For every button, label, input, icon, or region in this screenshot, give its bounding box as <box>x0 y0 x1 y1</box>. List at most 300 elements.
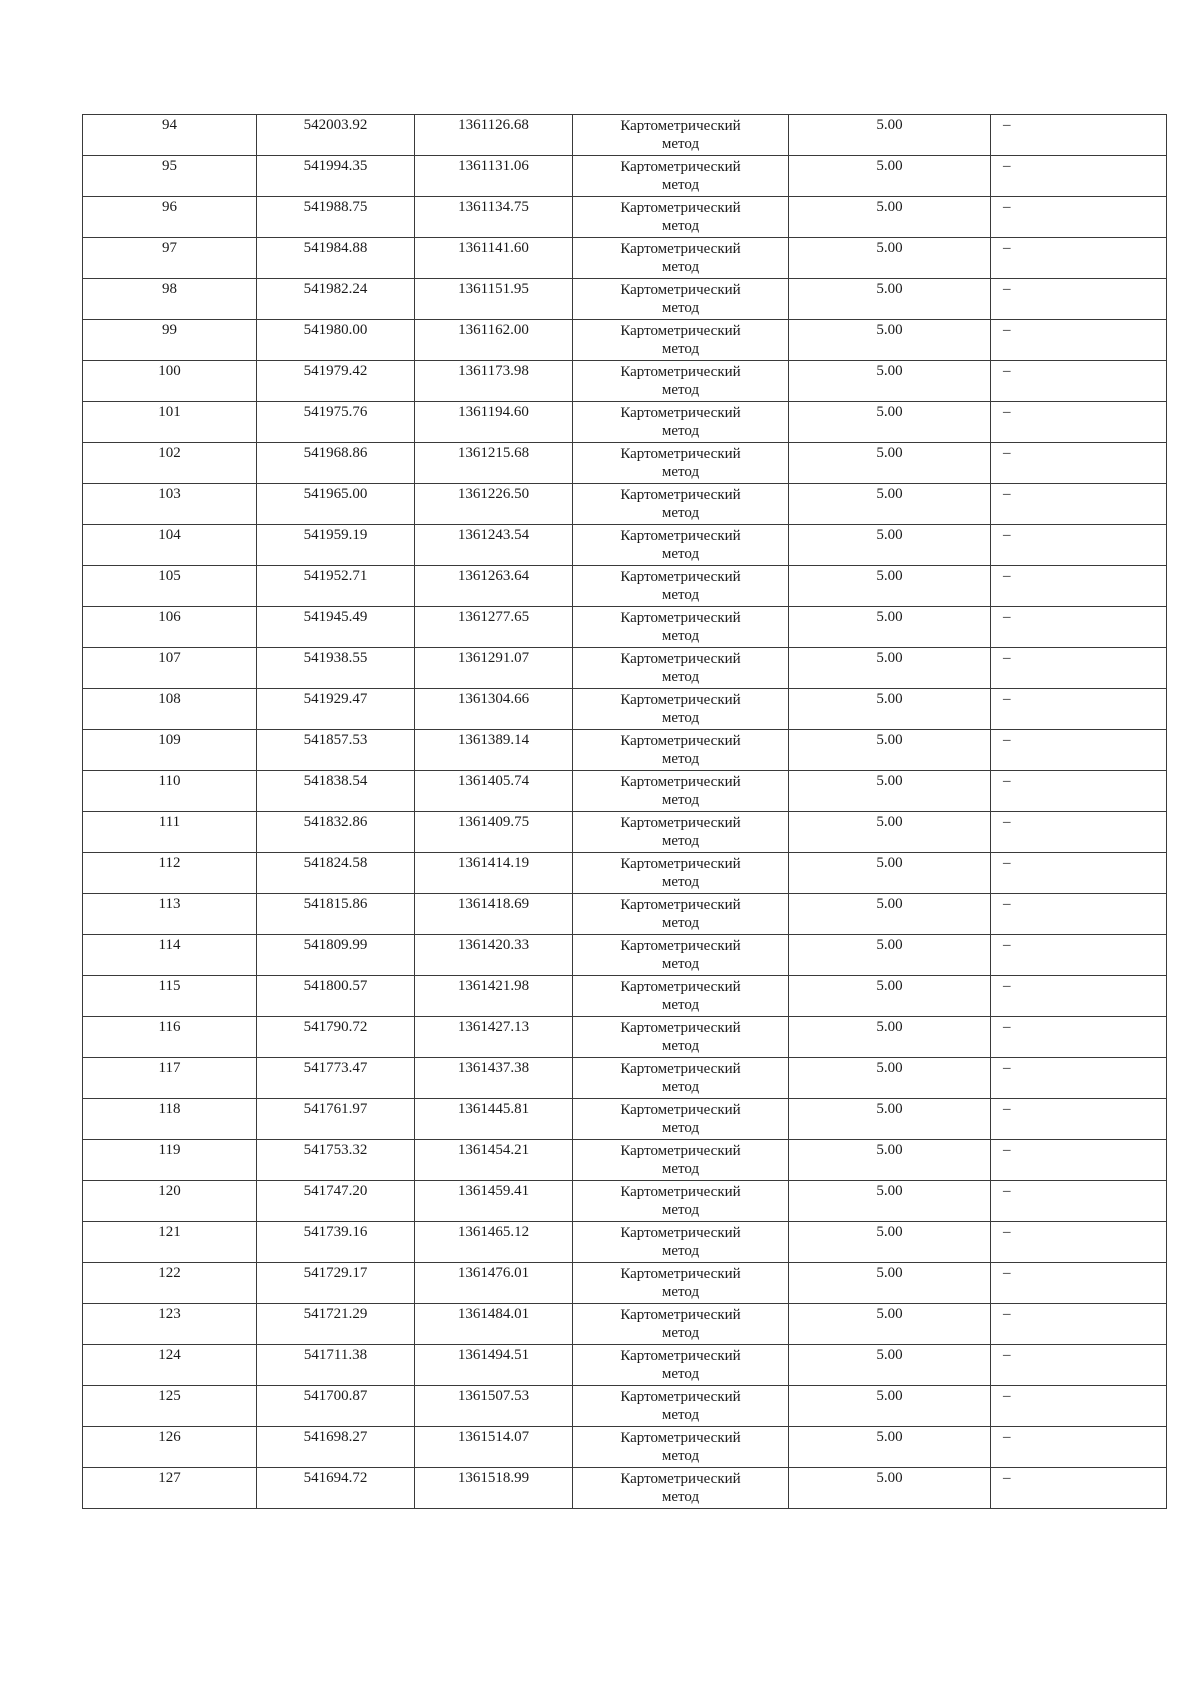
method-line2: метод <box>661 1325 700 1341</box>
method-cell <box>573 320 789 361</box>
note-cell: – <box>991 894 1167 935</box>
method-cell <box>573 1263 789 1304</box>
point-number-cell: 96 <box>83 197 257 238</box>
note-cell: – <box>991 1304 1167 1345</box>
note-cell: – <box>991 361 1167 402</box>
note-cell: – <box>991 1017 1167 1058</box>
y-coordinate-cell: 1361507.53 <box>415 1386 573 1427</box>
method-cell <box>573 279 789 320</box>
method-line1: Картометрический <box>620 979 741 995</box>
point-number-cell: 115 <box>83 976 257 1017</box>
method-line1: Картометрический <box>620 815 741 831</box>
method-cell <box>573 443 789 484</box>
method-line2: метод <box>661 710 700 726</box>
x-coordinate-cell: 541729.17 <box>257 1263 415 1304</box>
point-number-cell: 117 <box>83 1058 257 1099</box>
error-cell: 5.00 <box>789 976 991 1017</box>
point-number-cell: 112 <box>83 853 257 894</box>
method-line2: метод <box>661 915 700 931</box>
method-cell <box>573 648 789 689</box>
note-cell: – <box>991 197 1167 238</box>
error-cell: 5.00 <box>789 320 991 361</box>
y-coordinate-cell: 1361454.21 <box>415 1140 573 1181</box>
note-cell: – <box>991 484 1167 525</box>
method-line1: Картометрический <box>620 651 741 667</box>
method-line2: метод <box>661 1202 700 1218</box>
x-coordinate-cell: 541959.19 <box>257 525 415 566</box>
x-coordinate-cell: 541857.53 <box>257 730 415 771</box>
table-row <box>83 853 1167 894</box>
method-line2: метод <box>661 1366 700 1382</box>
table-row <box>83 1140 1167 1181</box>
error-cell: 5.00 <box>789 935 991 976</box>
y-coordinate-cell: 1361126.68 <box>415 115 573 156</box>
method-line2: метод <box>661 177 700 193</box>
error-cell: 5.00 <box>789 1304 991 1345</box>
method-line1: Картометрический <box>620 1184 741 1200</box>
table-row <box>83 443 1167 484</box>
method-line1: Картометрический <box>620 323 741 339</box>
method-line1: Картометрический <box>620 1430 741 1446</box>
y-coordinate-cell: 1361414.19 <box>415 853 573 894</box>
method-line1: Картометрический <box>620 487 741 503</box>
point-number-cell: 94 <box>83 115 257 156</box>
point-number-cell: 100 <box>83 361 257 402</box>
y-coordinate-cell: 1361389.14 <box>415 730 573 771</box>
method-line2: метод <box>661 997 700 1013</box>
note-cell: – <box>991 689 1167 730</box>
point-number-cell: 101 <box>83 402 257 443</box>
y-coordinate-cell: 1361215.68 <box>415 443 573 484</box>
method-line1: Картометрический <box>620 405 741 421</box>
table-row <box>83 1099 1167 1140</box>
table-row <box>83 1263 1167 1304</box>
table-row <box>83 771 1167 812</box>
note-cell: – <box>991 1181 1167 1222</box>
error-cell: 5.00 <box>789 1140 991 1181</box>
method-line2: метод <box>661 1120 700 1136</box>
note-cell: – <box>991 1222 1167 1263</box>
x-coordinate-cell: 541938.55 <box>257 648 415 689</box>
x-coordinate-cell: 541979.42 <box>257 361 415 402</box>
y-coordinate-cell: 1361518.99 <box>415 1468 573 1509</box>
table-row <box>83 320 1167 361</box>
method-line2: метод <box>661 792 700 808</box>
method-cell <box>573 566 789 607</box>
method-line1: Картометрический <box>620 1143 741 1159</box>
point-number-cell: 95 <box>83 156 257 197</box>
x-coordinate-cell: 541809.99 <box>257 935 415 976</box>
x-coordinate-cell: 541753.32 <box>257 1140 415 1181</box>
method-cell <box>573 525 789 566</box>
x-coordinate-cell: 541773.47 <box>257 1058 415 1099</box>
method-line2: метод <box>661 874 700 890</box>
error-cell: 5.00 <box>789 730 991 771</box>
error-cell: 5.00 <box>789 1058 991 1099</box>
point-number-cell: 121 <box>83 1222 257 1263</box>
point-number-cell: 118 <box>83 1099 257 1140</box>
point-number-cell: 119 <box>83 1140 257 1181</box>
method-line2: метод <box>661 136 700 152</box>
table-row <box>83 238 1167 279</box>
error-cell: 5.00 <box>789 1222 991 1263</box>
error-cell: 5.00 <box>789 1099 991 1140</box>
method-cell <box>573 812 789 853</box>
method-line1: Картометрический <box>620 1020 741 1036</box>
method-line1: Картометрический <box>620 200 741 216</box>
y-coordinate-cell: 1361263.64 <box>415 566 573 607</box>
method-line1: Картометрический <box>620 446 741 462</box>
method-line1: Картометрический <box>620 774 741 790</box>
error-cell: 5.00 <box>789 689 991 730</box>
error-cell: 5.00 <box>789 115 991 156</box>
point-number-cell: 123 <box>83 1304 257 1345</box>
method-cell <box>573 1181 789 1222</box>
method-cell <box>573 1058 789 1099</box>
table-row <box>83 689 1167 730</box>
method-cell <box>573 1427 789 1468</box>
x-coordinate-cell: 541994.35 <box>257 156 415 197</box>
method-line2: метод <box>661 587 700 603</box>
table-row <box>83 935 1167 976</box>
table-row <box>83 607 1167 648</box>
y-coordinate-cell: 1361194.60 <box>415 402 573 443</box>
method-line1: Картометрический <box>620 118 741 134</box>
error-cell: 5.00 <box>789 894 991 935</box>
error-cell: 5.00 <box>789 853 991 894</box>
y-coordinate-cell: 1361476.01 <box>415 1263 573 1304</box>
method-cell <box>573 1017 789 1058</box>
y-coordinate-cell: 1361134.75 <box>415 197 573 238</box>
error-cell: 5.00 <box>789 484 991 525</box>
error-cell: 5.00 <box>789 279 991 320</box>
x-coordinate-cell: 541739.16 <box>257 1222 415 1263</box>
method-cell <box>573 1386 789 1427</box>
method-line2: метод <box>661 1407 700 1423</box>
note-cell: – <box>991 1386 1167 1427</box>
method-line1: Картометрический <box>620 282 741 298</box>
point-number-cell: 110 <box>83 771 257 812</box>
table-row <box>83 279 1167 320</box>
note-cell: – <box>991 320 1167 361</box>
error-cell: 5.00 <box>789 1427 991 1468</box>
method-cell <box>573 689 789 730</box>
point-number-cell: 114 <box>83 935 257 976</box>
x-coordinate-cell: 541945.49 <box>257 607 415 648</box>
point-number-cell: 122 <box>83 1263 257 1304</box>
point-number-cell: 111 <box>83 812 257 853</box>
table-row <box>83 115 1167 156</box>
table-row <box>83 1222 1167 1263</box>
y-coordinate-cell: 1361494.51 <box>415 1345 573 1386</box>
x-coordinate-cell: 541815.86 <box>257 894 415 935</box>
point-number-cell: 102 <box>83 443 257 484</box>
table-row <box>83 1345 1167 1386</box>
method-cell <box>573 1140 789 1181</box>
method-line2: метод <box>661 464 700 480</box>
point-number-cell: 109 <box>83 730 257 771</box>
y-coordinate-cell: 1361141.60 <box>415 238 573 279</box>
method-cell <box>573 115 789 156</box>
y-coordinate-cell: 1361420.33 <box>415 935 573 976</box>
method-line2: метод <box>661 1038 700 1054</box>
y-coordinate-cell: 1361465.12 <box>415 1222 573 1263</box>
note-cell: – <box>991 976 1167 1017</box>
note-cell: – <box>991 1468 1167 1509</box>
method-cell <box>573 402 789 443</box>
method-line1: Картометрический <box>620 733 741 749</box>
table-row <box>83 976 1167 1017</box>
y-coordinate-cell: 1361291.07 <box>415 648 573 689</box>
table-row <box>83 156 1167 197</box>
error-cell: 5.00 <box>789 812 991 853</box>
table-row <box>83 1017 1167 1058</box>
error-cell: 5.00 <box>789 361 991 402</box>
error-cell: 5.00 <box>789 771 991 812</box>
method-cell <box>573 894 789 935</box>
note-cell: – <box>991 566 1167 607</box>
note-cell: – <box>991 1099 1167 1140</box>
y-coordinate-cell: 1361445.81 <box>415 1099 573 1140</box>
method-line1: Картометрический <box>620 528 741 544</box>
method-line2: метод <box>661 1161 700 1177</box>
table-row <box>83 566 1167 607</box>
point-number-cell: 108 <box>83 689 257 730</box>
method-line1: Картометрический <box>620 1471 741 1487</box>
point-number-cell: 124 <box>83 1345 257 1386</box>
point-number-cell: 103 <box>83 484 257 525</box>
method-cell <box>573 771 789 812</box>
error-cell: 5.00 <box>789 1263 991 1304</box>
x-coordinate-cell: 541968.86 <box>257 443 415 484</box>
table-row <box>83 1181 1167 1222</box>
table-row <box>83 525 1167 566</box>
note-cell: – <box>991 279 1167 320</box>
x-coordinate-cell: 541694.72 <box>257 1468 415 1509</box>
note-cell: – <box>991 853 1167 894</box>
y-coordinate-cell: 1361418.69 <box>415 894 573 935</box>
y-coordinate-cell: 1361243.54 <box>415 525 573 566</box>
note-cell: – <box>991 935 1167 976</box>
y-coordinate-cell: 1361131.06 <box>415 156 573 197</box>
method-line1: Картометрический <box>620 610 741 626</box>
table-row <box>83 1058 1167 1099</box>
y-coordinate-cell: 1361514.07 <box>415 1427 573 1468</box>
x-coordinate-cell: 541747.20 <box>257 1181 415 1222</box>
method-line2: метод <box>661 546 700 562</box>
method-line1: Картометрический <box>620 1307 741 1323</box>
point-number-cell: 99 <box>83 320 257 361</box>
table-row <box>83 1386 1167 1427</box>
method-line2: метод <box>661 1489 700 1505</box>
table-row <box>83 648 1167 689</box>
method-line2: метод <box>661 669 700 685</box>
point-number-cell: 113 <box>83 894 257 935</box>
x-coordinate-cell: 541965.00 <box>257 484 415 525</box>
method-cell <box>573 156 789 197</box>
note-cell: – <box>991 525 1167 566</box>
method-line1: Картометрический <box>620 1225 741 1241</box>
x-coordinate-cell: 541984.88 <box>257 238 415 279</box>
method-line2: метод <box>661 1243 700 1259</box>
table-row <box>83 1304 1167 1345</box>
note-cell: – <box>991 238 1167 279</box>
point-number-cell: 98 <box>83 279 257 320</box>
method-line2: метод <box>661 382 700 398</box>
method-line1: Картометрический <box>620 1389 741 1405</box>
table-row <box>83 1468 1167 1509</box>
point-number-cell: 106 <box>83 607 257 648</box>
error-cell: 5.00 <box>789 566 991 607</box>
method-cell <box>573 197 789 238</box>
y-coordinate-cell: 1361437.38 <box>415 1058 573 1099</box>
method-line1: Картометрический <box>620 897 741 913</box>
note-cell: – <box>991 156 1167 197</box>
error-cell: 5.00 <box>789 648 991 689</box>
x-coordinate-cell: 541988.75 <box>257 197 415 238</box>
y-coordinate-cell: 1361173.98 <box>415 361 573 402</box>
x-coordinate-cell: 541975.76 <box>257 402 415 443</box>
x-coordinate-cell: 541711.38 <box>257 1345 415 1386</box>
method-line1: Картометрический <box>620 1266 741 1282</box>
note-cell: – <box>991 771 1167 812</box>
coordinates-table-body <box>83 115 1167 1509</box>
note-cell: – <box>991 1263 1167 1304</box>
error-cell: 5.00 <box>789 525 991 566</box>
error-cell: 5.00 <box>789 1386 991 1427</box>
method-line2: метод <box>661 628 700 644</box>
method-cell <box>573 1099 789 1140</box>
error-cell: 5.00 <box>789 1468 991 1509</box>
method-cell <box>573 1468 789 1509</box>
y-coordinate-cell: 1361421.98 <box>415 976 573 1017</box>
note-cell: – <box>991 115 1167 156</box>
note-cell: – <box>991 443 1167 484</box>
method-line1: Картометрический <box>620 159 741 175</box>
method-cell <box>573 730 789 771</box>
x-coordinate-cell: 541721.29 <box>257 1304 415 1345</box>
method-line2: метод <box>661 1284 700 1300</box>
method-line1: Картометрический <box>620 1102 741 1118</box>
table-row <box>83 361 1167 402</box>
method-cell <box>573 976 789 1017</box>
point-number-cell: 120 <box>83 1181 257 1222</box>
method-line1: Картометрический <box>620 856 741 872</box>
y-coordinate-cell: 1361304.66 <box>415 689 573 730</box>
note-cell: – <box>991 607 1167 648</box>
coordinates-table <box>82 114 1167 1509</box>
method-line2: метод <box>661 341 700 357</box>
method-line1: Картометрический <box>620 692 741 708</box>
note-cell: – <box>991 812 1167 853</box>
method-cell <box>573 361 789 402</box>
method-line1: Картометрический <box>620 1348 741 1364</box>
error-cell: 5.00 <box>789 443 991 484</box>
x-coordinate-cell: 541982.24 <box>257 279 415 320</box>
x-coordinate-cell: 541838.54 <box>257 771 415 812</box>
error-cell: 5.00 <box>789 238 991 279</box>
method-line1: Картометрический <box>620 569 741 585</box>
error-cell: 5.00 <box>789 402 991 443</box>
x-coordinate-cell: 541761.97 <box>257 1099 415 1140</box>
method-line2: метод <box>661 218 700 234</box>
method-cell <box>573 1222 789 1263</box>
y-coordinate-cell: 1361277.65 <box>415 607 573 648</box>
method-cell <box>573 853 789 894</box>
method-line2: метод <box>661 1079 700 1095</box>
y-coordinate-cell: 1361459.41 <box>415 1181 573 1222</box>
error-cell: 5.00 <box>789 1017 991 1058</box>
table-row <box>83 197 1167 238</box>
x-coordinate-cell: 542003.92 <box>257 115 415 156</box>
note-cell: – <box>991 1058 1167 1099</box>
note-cell: – <box>991 648 1167 689</box>
method-line1: Картометрический <box>620 241 741 257</box>
point-number-cell: 105 <box>83 566 257 607</box>
x-coordinate-cell: 541700.87 <box>257 1386 415 1427</box>
point-number-cell: 104 <box>83 525 257 566</box>
method-cell <box>573 1304 789 1345</box>
point-number-cell: 116 <box>83 1017 257 1058</box>
table-row <box>83 484 1167 525</box>
error-cell: 5.00 <box>789 1181 991 1222</box>
note-cell: – <box>991 1427 1167 1468</box>
method-cell <box>573 484 789 525</box>
y-coordinate-cell: 1361151.95 <box>415 279 573 320</box>
method-cell <box>573 238 789 279</box>
x-coordinate-cell: 541952.71 <box>257 566 415 607</box>
error-cell: 5.00 <box>789 197 991 238</box>
table-row <box>83 402 1167 443</box>
x-coordinate-cell: 541980.00 <box>257 320 415 361</box>
point-number-cell: 125 <box>83 1386 257 1427</box>
x-coordinate-cell: 541800.57 <box>257 976 415 1017</box>
note-cell: – <box>991 730 1167 771</box>
x-coordinate-cell: 541929.47 <box>257 689 415 730</box>
method-line2: метод <box>661 956 700 972</box>
note-cell: – <box>991 402 1167 443</box>
method-line2: метод <box>661 300 700 316</box>
method-line2: метод <box>661 833 700 849</box>
point-number-cell: 127 <box>83 1468 257 1509</box>
method-line2: метод <box>661 751 700 767</box>
y-coordinate-cell: 1361484.01 <box>415 1304 573 1345</box>
note-cell: – <box>991 1345 1167 1386</box>
y-coordinate-cell: 1361226.50 <box>415 484 573 525</box>
point-number-cell: 97 <box>83 238 257 279</box>
method-line2: метод <box>661 423 700 439</box>
y-coordinate-cell: 1361427.13 <box>415 1017 573 1058</box>
method-line1: Картометрический <box>620 364 741 380</box>
method-line2: метод <box>661 259 700 275</box>
x-coordinate-cell: 541698.27 <box>257 1427 415 1468</box>
error-cell: 5.00 <box>789 1345 991 1386</box>
method-line2: метод <box>661 505 700 521</box>
table-row <box>83 812 1167 853</box>
y-coordinate-cell: 1361409.75 <box>415 812 573 853</box>
error-cell: 5.00 <box>789 156 991 197</box>
method-line2: метод <box>661 1448 700 1464</box>
point-number-cell: 126 <box>83 1427 257 1468</box>
table-row <box>83 894 1167 935</box>
method-cell <box>573 935 789 976</box>
x-coordinate-cell: 541824.58 <box>257 853 415 894</box>
error-cell: 5.00 <box>789 607 991 648</box>
table-row <box>83 1427 1167 1468</box>
method-cell <box>573 1345 789 1386</box>
table-row <box>83 730 1167 771</box>
y-coordinate-cell: 1361162.00 <box>415 320 573 361</box>
